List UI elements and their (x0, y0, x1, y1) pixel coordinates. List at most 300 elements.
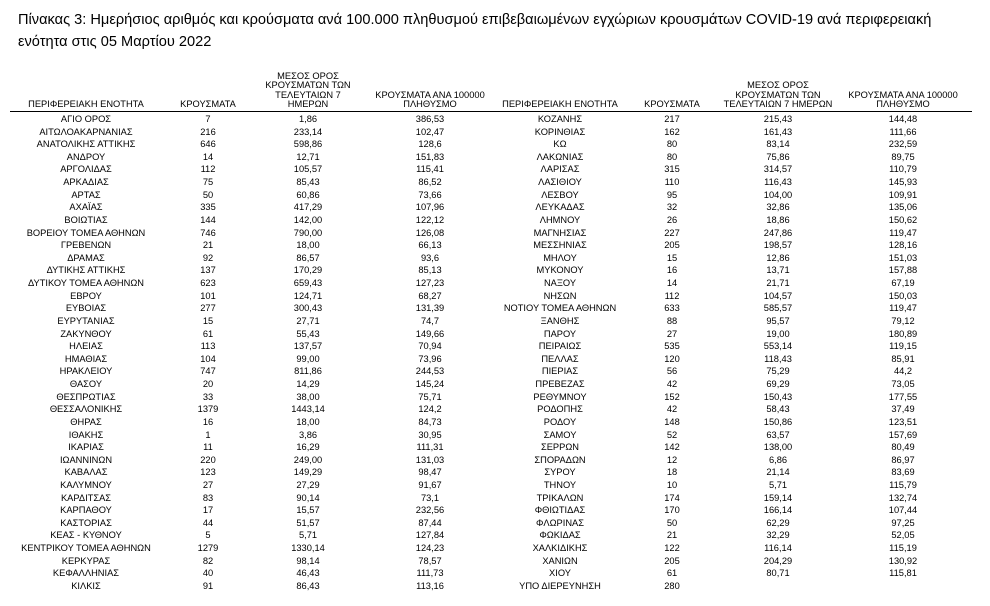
avg7-value: 60,86 (296, 189, 320, 200)
cases-value: 1379 (197, 404, 219, 415)
unit-name: ΛΗΜΝΟΥ (539, 214, 581, 225)
cases-value: 80 (666, 139, 678, 150)
per100k-value: 149,66 (415, 328, 445, 339)
cases-value: 110 (664, 177, 680, 188)
unit-name: ΘΗΡΑΣ (70, 416, 102, 427)
avg7-value: 21,71 (766, 278, 790, 289)
per100k-value: 78,57 (418, 555, 442, 566)
per100k-value: 86,52 (418, 177, 442, 188)
cases-value: 646 (200, 139, 216, 150)
per100k-value: 145,93 (888, 177, 918, 188)
cases-value: 75 (202, 177, 214, 188)
cases-value: 12 (666, 454, 678, 465)
cases-value: 32 (666, 202, 678, 213)
avg7-value: 5,71 (768, 479, 788, 490)
cases-value: 26 (666, 214, 678, 225)
per100k-value: 244,53 (415, 366, 445, 377)
avg7-value: 215,43 (763, 114, 793, 124)
per100k-value: 68,27 (418, 290, 442, 301)
cases-value: 623 (200, 278, 216, 289)
table-row-right (0, 416, 990, 429)
cases-value: 112 (200, 164, 216, 175)
per100k-value: 119,15 (889, 341, 917, 352)
per100k-value: 232,56 (415, 505, 445, 516)
avg7-value: 659,43 (293, 278, 323, 289)
unit-name: ΘΕΣΠΡΩΤΙΑΣ (56, 391, 116, 402)
cases-value: 113 (200, 341, 216, 352)
cases-value: 82 (202, 555, 214, 566)
avg7-value: 86,57 (296, 252, 320, 263)
unit-name: ΜΥΚΟΝΟΥ (536, 265, 584, 276)
table-row-right (0, 252, 990, 265)
per100k-value: 123,51 (888, 416, 918, 427)
unit-name: ΠΑΡΟΥ (543, 328, 577, 339)
table-row-right (0, 580, 990, 593)
avg7-value: 32,29 (766, 530, 790, 541)
table-row-right (0, 227, 990, 240)
per100k-value: 84,73 (418, 416, 442, 427)
per100k-value: 130,92 (888, 555, 918, 566)
cases-value: 14 (666, 278, 678, 289)
per100k-value: 122,12 (415, 214, 445, 225)
per100k-value: 79,12 (891, 315, 915, 326)
unit-name: ΧΙΟΥ (549, 568, 571, 579)
avg7-value: 170,29 (293, 265, 323, 276)
avg7-value: 21,14 (766, 467, 790, 478)
unit-name: ΚΕΝΤΡΙΚΟΥ ΤΟΜΕΑ ΑΘΗΝΩΝ (21, 543, 151, 554)
table-row-right (0, 113, 990, 126)
cases-value: 42 (666, 379, 678, 390)
avg7-value: 13,71 (766, 265, 790, 276)
cases-value: 7 (205, 114, 211, 124)
per100k-value: 70,94 (418, 341, 442, 352)
table-row-right (0, 504, 990, 517)
per100k-value: 52,05 (891, 530, 915, 541)
table-row-right (0, 302, 990, 315)
cases-value: 88 (666, 315, 678, 326)
avg7-value: 1,86 (298, 114, 318, 124)
unit-name: ΚΟΡΙΝΘΙΑΣ (534, 126, 586, 137)
unit-name: ΑΡΚΑΔΙΑΣ (63, 177, 109, 188)
avg7-value: 116,14 (764, 543, 792, 554)
cases-value: 162 (664, 126, 680, 137)
unit-name: ΚΕΦΑΛΛΗΝΙΑΣ (52, 568, 120, 579)
per100k-value: 97,25 (891, 517, 915, 528)
unit-name: ΘΑΣΟΥ (69, 379, 103, 390)
table-row-right (0, 126, 990, 139)
unit-name: ΣΑΜΟΥ (543, 429, 577, 440)
unit-name: ΣΕΡΡΩΝ (540, 442, 579, 453)
avg7-value: 204,29 (763, 555, 793, 566)
table-row-right (0, 176, 990, 189)
table-row-right (0, 517, 990, 530)
unit-name: ΛΑΚΩΝΙΑΣ (536, 151, 584, 162)
per100k-value: 74,7 (420, 315, 440, 326)
cases-value: 50 (666, 517, 678, 528)
per100k-value: 157,69 (888, 429, 918, 440)
table-row-right (0, 403, 990, 416)
table-row-right (0, 163, 990, 176)
header-rule (10, 111, 972, 112)
per100k-value: 113,16 (416, 580, 444, 591)
per100k-value: 151,83 (415, 151, 445, 162)
avg7-value: 138,00 (763, 442, 793, 453)
unit-name: ΕΒΡΟΥ (70, 290, 102, 301)
per100k-value: 132,74 (888, 492, 918, 503)
avg7-value: 83,14 (766, 139, 790, 150)
table-row-right (0, 567, 990, 580)
cases-value: 21 (202, 240, 214, 251)
unit-name: ΧΑΛΚΙΔΙΚΗΣ (532, 543, 588, 554)
cases-value: 83 (202, 492, 214, 503)
cases-value: 5 (205, 530, 211, 541)
cases-value: 92 (202, 252, 214, 263)
avg7-value: 1443,14 (291, 404, 325, 415)
per100k-value: 89,75 (891, 151, 915, 162)
per100k-value: 85,91 (891, 353, 915, 364)
avg7-value: 116,43 (764, 177, 792, 188)
header-per100k: ΚΡΟΥΣΜΑΤΑ ΑΝΑ 100000 ΠΛΗΘΥΣΜΟ (375, 89, 485, 110)
cases-value: 122 (664, 543, 680, 554)
header-avg7: ΜΕΣΟΣ ΟΡΟΣ ΚΡΟΥΣΜΑΤΩΝ ΤΩΝ ΤΕΛΕΥΤΑΙΩΝ 7 ΗΜΕΡΩΝ (265, 70, 351, 110)
cases-value: 120 (664, 353, 680, 364)
avg7-value: 32,86 (766, 202, 790, 213)
table-row-right (0, 201, 990, 214)
table-row-right (0, 466, 990, 479)
per100k-value: 135,06 (888, 202, 918, 213)
table-row-right (0, 429, 990, 442)
cases-value: 16 (666, 265, 678, 276)
unit-name: ΥΠΟ ΔΙΕΡΕΥΝΗΣΗ (519, 580, 601, 591)
header-per100k-right: ΚΡΟΥΣΜΑΤΑ ΑΝΑ 100000 ΠΛΗΘΥΣΜΟ (848, 89, 958, 110)
header-unit-right: ΠΕΡΙΦΕΡΕΙΑΚΗ ΕΝΟΤΗΤΑ (502, 99, 618, 110)
per100k-value: 109,91 (888, 189, 918, 200)
cases-value: 216 (200, 126, 216, 137)
cases-value: 44 (202, 517, 214, 528)
avg7-value: 14,29 (296, 379, 320, 390)
table-row-right (0, 189, 990, 202)
cases-value: 205 (664, 240, 680, 251)
cases-value: 280 (664, 580, 680, 591)
avg7-value: 16,29 (296, 442, 320, 453)
avg7-value: 18,86 (766, 214, 790, 225)
cases-value: 42 (666, 404, 678, 415)
unit-name: ΜΑΓΝΗΣΙΑΣ (533, 227, 587, 238)
cases-value: 123 (200, 467, 216, 478)
cases-value: 335 (200, 202, 216, 213)
per100k-value: 91,67 (418, 479, 442, 490)
per100k-value: 110,79 (889, 164, 917, 175)
per100k-value: 126,08 (415, 227, 445, 238)
cases-value: 80 (666, 151, 678, 162)
cases-value: 15 (666, 252, 678, 263)
unit-name: ΑΝΑΤΟΛΙΚΗΣ ΑΤΤΙΚΗΣ (36, 139, 136, 150)
cases-value: 112 (664, 290, 680, 301)
per100k-value: 86,97 (891, 454, 915, 465)
per100k-value: 115,79 (889, 479, 917, 490)
avg7-value: 75,29 (766, 366, 790, 377)
unit-name: ΔΥΤΙΚΗΣ ΑΤΤΙΚΗΣ (46, 265, 126, 276)
avg7-value: 198,57 (763, 240, 793, 251)
avg7-value: 118,43 (764, 353, 792, 364)
cases-value: 18 (666, 467, 678, 478)
unit-name: ΠΕΙΡΑΙΩΣ (538, 341, 582, 352)
cases-value: 33 (202, 391, 214, 402)
avg7-value: 247,86 (763, 227, 793, 238)
avg7-value: 12,86 (766, 252, 790, 263)
unit-name: ΦΘΙΩΤΙΔΑΣ (534, 505, 586, 516)
unit-name: ΘΕΣΣΑΛΟΝΙΚΗΣ (49, 404, 123, 415)
per100k-value: 128,16 (888, 240, 918, 251)
per100k-value: 150,62 (888, 214, 918, 225)
cases-value: 21 (666, 530, 678, 541)
cases-value: 20 (202, 379, 214, 390)
per100k-value: 157,88 (888, 265, 918, 276)
avg7-value: 75,86 (766, 151, 790, 162)
per100k-value: 30,95 (418, 429, 442, 440)
unit-name: ΞΑΝΘΗΣ (540, 315, 580, 326)
per100k-value: 66,13 (418, 240, 442, 251)
table-row-right (0, 353, 990, 366)
cases-value: 1279 (197, 543, 219, 554)
avg7-value: 55,43 (296, 328, 320, 339)
per100k-value: 131,03 (415, 454, 445, 465)
header-avg7-right: ΜΕΣΟΣ ΟΡΟΣ ΚΡΟΥΣΜΑΤΩΝ ΤΩΝ ΤΕΛΕΥΤΑΙΩΝ 7 ΗΜΕΡΩΝ (723, 80, 833, 110)
unit-name: ΒΟΡΕΙΟΥ ΤΟΜΕΑ ΑΘΗΝΩΝ (26, 227, 146, 238)
unit-name: ΚΑΒΑΛΑΣ (64, 467, 108, 478)
avg7-value: 19,00 (766, 328, 790, 339)
unit-name: ΚΕΑΣ - ΚΥΘΝΟΥ (50, 530, 122, 541)
unit-name: ΚΑΛΥΜΝΟΥ (60, 479, 112, 490)
table-row-right (0, 441, 990, 454)
per100k-value: 127,84 (415, 530, 445, 541)
per100k-value: 119,47 (889, 227, 917, 238)
per100k-value: 87,44 (418, 517, 442, 528)
cases-value: 227 (664, 227, 680, 238)
per100k-value: 111,73 (416, 568, 444, 579)
per100k-value: 115,19 (889, 543, 917, 554)
table-row-right (0, 340, 990, 353)
cases-value: 746 (200, 227, 216, 238)
per100k-value: 386,53 (415, 114, 445, 124)
cases-value: 205 (664, 555, 680, 566)
cases-value: 1 (205, 429, 211, 440)
avg7-value: 233,14 (293, 126, 323, 137)
cases-value: 101 (200, 290, 216, 301)
per100k-value: 115,81 (889, 568, 917, 579)
cases-value: 315 (664, 164, 680, 175)
avg7-value: 150,86 (763, 416, 793, 427)
per100k-value: 102,47 (415, 126, 445, 137)
unit-name: ΙΚΑΡΙΑΣ (68, 442, 104, 453)
avg7-value: 314,57 (763, 164, 793, 175)
unit-name: ΚΩ (553, 139, 567, 150)
per100k-value: 124,2 (418, 404, 442, 415)
avg7-value: 161,43 (763, 126, 793, 137)
cases-value: 217 (664, 114, 680, 124)
unit-name: ΠΡΕΒΕΖΑΣ (535, 379, 585, 390)
unit-name: ΑΡΤΑΣ (71, 189, 101, 200)
table-row-right (0, 290, 990, 303)
per100k-value: 75,71 (418, 391, 442, 402)
unit-name: ΚΑΡΠΑΘΟΥ (60, 505, 112, 516)
unit-name: ΣΥΡΟΥ (544, 467, 576, 478)
unit-name: ΡΟΔΟΥ (543, 416, 577, 427)
avg7-value: 38,00 (296, 391, 320, 402)
table-row-right (0, 151, 990, 164)
per100k-value: 151,03 (888, 252, 918, 263)
unit-name: ΛΑΣΙΘΙΟΥ (538, 177, 582, 188)
table-caption: Πίνακας 3: Ημερήσιος αριθμός και κρούσματα ανά 100.000 πληθυσμού επιβεβαιωμένων εγχώριων κρουσμάτων COVID-19 ανά περιφερειακή ενότητα στις 05 Μαρτίου 2022 (18, 12, 932, 50)
unit-name: ΖΑΚΥΝΘΟΥ (60, 328, 112, 339)
avg7-value: 63,57 (766, 429, 790, 440)
per100k-value: 85,13 (418, 265, 442, 276)
avg7-value: 249,00 (293, 454, 323, 465)
unit-name: ΤΡΙΚΑΛΩΝ (536, 492, 584, 503)
avg7-value: 585,57 (763, 303, 793, 314)
cases-value: 170 (664, 505, 680, 516)
avg7-value: 98,14 (296, 555, 320, 566)
cases-value: 95 (666, 189, 678, 200)
unit-name: ΙΩΑΝΝΙΝΩΝ (59, 454, 113, 465)
avg7-value: 553,14 (763, 341, 793, 352)
unit-name: ΚΕΡΚΥΡΑΣ (61, 555, 111, 566)
table-row-right (0, 264, 990, 277)
cases-value: 27 (202, 479, 214, 490)
avg7-value: 46,43 (296, 568, 320, 579)
avg7-value: 166,14 (763, 505, 793, 516)
table-row-right (0, 239, 990, 252)
cases-value: 137 (200, 265, 216, 276)
avg7-value: 150,43 (763, 391, 793, 402)
cases-value: 10 (666, 479, 678, 490)
table-row-right (0, 365, 990, 378)
per100k-value: 115,41 (416, 164, 444, 175)
avg7-value: 417,29 (293, 202, 323, 213)
per100k-value: 73,96 (418, 353, 442, 364)
per100k-value: 73,66 (418, 189, 442, 200)
unit-name: ΔΥΤΙΚΟΥ ΤΟΜΕΑ ΑΘΗΝΩΝ (27, 278, 145, 289)
unit-name: ΙΘΑΚΗΣ (68, 429, 104, 440)
per100k-value: 73,05 (891, 379, 915, 390)
cases-value: 61 (666, 568, 678, 579)
unit-name: ΑΙΤΩΛΟΑΚΑΡΝΑΝΙΑΣ (39, 126, 133, 137)
avg7-value: 1330,14 (291, 543, 325, 554)
table-row-right (0, 328, 990, 341)
per100k-value: 177,55 (888, 391, 918, 402)
unit-name: ΤΗΝΟΥ (543, 479, 577, 490)
unit-name: ΚΙΛΚΙΣ (71, 580, 101, 591)
per100k-value: 127,23 (415, 278, 445, 289)
header-cases-right: ΚΡΟΥΣΜΑΤΑ (644, 99, 700, 110)
unit-name: ΑΓΙΟ ΟΡΟΣ (60, 114, 112, 124)
table-row-right (0, 214, 990, 227)
cases-value: 15 (202, 315, 214, 326)
per100k-value: 98,47 (418, 467, 442, 478)
avg7-value: 790,00 (293, 227, 323, 238)
per100k-value: 83,69 (891, 467, 915, 478)
unit-name: ΓΡΕΒΕΝΩΝ (60, 240, 112, 251)
avg7-value: 3,86 (298, 429, 318, 440)
avg7-value: 27,71 (296, 315, 320, 326)
avg7-value: 86,43 (296, 580, 320, 591)
unit-name: ΑΧΑΪΑΣ (69, 202, 103, 213)
per100k-value: 111,66 (889, 126, 917, 137)
cases-value: 142 (664, 442, 680, 453)
cases-value: 14 (202, 151, 214, 162)
avg7-value: 99,00 (296, 353, 320, 364)
avg7-value: 51,57 (296, 517, 320, 528)
per100k-value: 73,1 (420, 492, 440, 503)
cases-value: 11 (203, 442, 213, 453)
table-row-right (0, 542, 990, 555)
per100k-value: 107,96 (415, 202, 445, 213)
per100k-value: 128,6 (418, 139, 442, 150)
unit-name: ΠΙΕΡΙΑΣ (541, 366, 579, 377)
unit-name: ΛΑΡΙΣΑΣ (540, 164, 580, 175)
avg7-value: 104,00 (763, 189, 793, 200)
unit-name: ΚΑΡΔΙΤΣΑΣ (60, 492, 112, 503)
header-unit: ΠΕΡΙΦΕΡΕΙΑΚΗ ΕΝΟΤΗΤΑ (28, 99, 144, 110)
cases-value: 220 (200, 454, 216, 465)
cases-value: 16 (202, 416, 214, 427)
table-row-right (0, 479, 990, 492)
table-row-right (0, 454, 990, 467)
avg7-value: 85,43 (296, 177, 320, 188)
table-row-right (0, 277, 990, 290)
unit-name: ΠΕΛΛΑΣ (541, 353, 579, 364)
unit-name: ΒΟΙΩΤΙΑΣ (64, 214, 108, 225)
unit-name: ΜΕΣΣΗΝΙΑΣ (533, 240, 587, 251)
cases-value: 50 (202, 189, 214, 200)
header-cases: ΚΡΟΥΣΜΑΤΑ (180, 99, 236, 110)
per100k-value: 180,89 (888, 328, 918, 339)
unit-name: ΦΛΩΡΙΝΑΣ (535, 517, 585, 528)
cases-value: 148 (664, 416, 680, 427)
avg7-value: 6,86 (768, 454, 788, 465)
avg7-value: 27,29 (296, 479, 320, 490)
per100k-value: 93,6 (420, 252, 440, 263)
avg7-value: 104,57 (763, 290, 793, 301)
cases-value: 633 (664, 303, 680, 314)
table-row-right (0, 138, 990, 151)
cases-value: 152 (664, 391, 680, 402)
unit-name: ΚΟΖΑΝΗΣ (537, 114, 583, 124)
avg7-value: 90,14 (296, 492, 320, 503)
avg7-value: 142,00 (293, 214, 323, 225)
per100k-value: 150,03 (888, 290, 918, 301)
avg7-value: 58,43 (766, 404, 790, 415)
table-row-right (0, 315, 990, 328)
avg7-value: 5,71 (298, 530, 318, 541)
per100k-value: 119,47 (889, 303, 917, 314)
unit-name: ΕΥΒΟΙΑΣ (65, 303, 107, 314)
table-row-right (0, 492, 990, 505)
per100k-value: 67,19 (891, 278, 915, 289)
per100k-value: 80,49 (891, 442, 915, 453)
avg7-value: 18,00 (296, 240, 320, 251)
avg7-value: 598,86 (293, 139, 323, 150)
avg7-value: 80,71 (766, 568, 790, 579)
avg7-value: 12,71 (296, 151, 320, 162)
unit-name: ΡΟΔΟΠΗΣ (537, 404, 583, 415)
unit-name: ΣΠΟΡΑΔΩΝ (534, 454, 586, 465)
avg7-value: 15,57 (296, 505, 320, 516)
avg7-value: 159,14 (763, 492, 793, 503)
cases-value: 56 (666, 366, 678, 377)
table-row-right (0, 555, 990, 568)
unit-name: ΚΑΣΤΟΡΙΑΣ (60, 517, 112, 528)
